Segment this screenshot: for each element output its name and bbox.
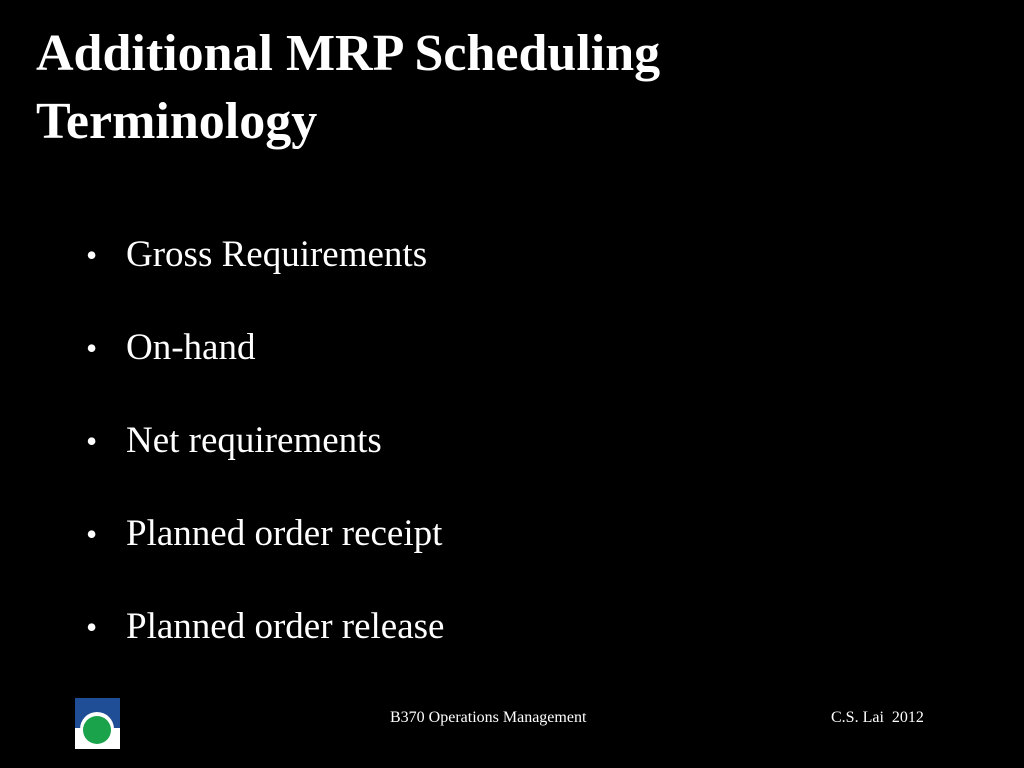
slide-title-line1: Additional MRP Scheduling: [36, 25, 661, 82]
bullet-list: [86, 227, 444, 692]
bullet-item-on-hand: [86, 320, 444, 413]
bullet-text: Net requirements: [126, 420, 382, 461]
bullet-text: Planned order receipt: [126, 513, 443, 554]
bullet-text: On-hand: [126, 327, 256, 368]
footer-author-credit: C.S. Lai 2012: [831, 709, 924, 726]
bullet-icon: •: [86, 516, 98, 552]
bullet-icon: •: [86, 237, 98, 273]
bullet-item-planned-order-receipt: [86, 506, 444, 599]
bullet-item-net-requirements: [86, 413, 444, 506]
bullet-text: Gross Requirements: [126, 234, 428, 275]
bullet-icon: •: [86, 609, 98, 645]
bullet-item-planned-order-release: [86, 599, 444, 692]
slide-title-line2: Terminology: [36, 93, 318, 150]
footer-course-name: B370 Operations Management: [390, 709, 587, 726]
bullet-item-gross-requirements: [86, 227, 444, 320]
slide-title: [36, 20, 956, 156]
circle-logo-icon: [75, 698, 120, 749]
bullet-icon: •: [86, 330, 98, 366]
bullet-icon: •: [86, 423, 98, 459]
bullet-text: Planned order release: [126, 606, 445, 647]
